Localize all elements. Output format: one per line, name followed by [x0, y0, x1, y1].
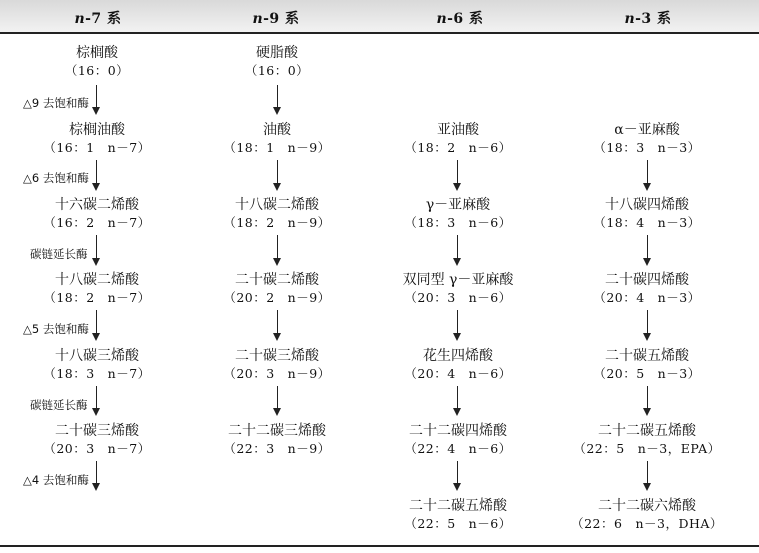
arrow-icon [92, 235, 102, 266]
compound-formula: （18：4 n－3） [593, 215, 701, 230]
compound-name: 二十二碳三烯酸 [228, 423, 326, 439]
compound-formula: （16：0） [244, 63, 310, 78]
compound-name: 油酸 [263, 122, 291, 138]
compound-name: 十八碳三烯酸 [55, 348, 139, 364]
compound-formula: （20：3 n－7） [43, 441, 151, 456]
compound-name: 二十碳三烯酸 [55, 423, 139, 439]
compound-node [552, 422, 742, 458]
compound-formula: （18：3 n－7） [43, 366, 151, 381]
compound-name: 棕榈油酸 [69, 122, 125, 138]
arrow-icon [92, 85, 102, 115]
arrow-icon [643, 235, 653, 266]
compound-name: 双同型 γ－亚麻酸 [402, 272, 514, 288]
compound-node [363, 196, 553, 232]
column-header-n9: n-9 系 [252, 11, 300, 27]
arrow-icon [92, 160, 102, 191]
compound-node [2, 422, 192, 458]
compound-name: 花生四烯酸 [423, 348, 493, 364]
compound-formula: （16：0） [64, 63, 130, 78]
compound-node [363, 347, 553, 383]
top-rule [0, 32, 759, 34]
compound-name: 二十碳二烯酸 [235, 272, 319, 288]
arrow-icon [92, 386, 102, 416]
compound-formula: （22：4 n－6） [404, 441, 512, 456]
compound-formula: （20：4 n－3） [593, 290, 701, 305]
enzyme-label: △6 去饱和酶 [23, 171, 89, 185]
compound-formula: （18：3 n－6） [404, 215, 512, 230]
arrow-icon [273, 386, 283, 416]
arrow-icon [273, 310, 283, 341]
compound-node [552, 347, 742, 383]
column-header-n3: n-3 系 [624, 11, 672, 27]
compound-name: 硬脂酸 [256, 45, 298, 61]
compound-name: 二十二碳六烯酸 [598, 498, 696, 514]
compound-name: 二十碳五烯酸 [605, 348, 689, 364]
compound-node [363, 271, 553, 307]
arrow-icon [453, 461, 463, 491]
compound-formula: （18：2 n－6） [404, 140, 512, 155]
compound-name: 十八碳二烯酸 [235, 197, 319, 213]
enzyme-label: △4 去饱和酶 [23, 473, 89, 487]
compound-node [2, 44, 192, 80]
compound-node [363, 422, 553, 458]
enzyme-label: △5 去饱和酶 [23, 322, 89, 336]
compound-node [2, 196, 192, 232]
compound-name: 二十二碳五烯酸 [598, 423, 696, 439]
column-header-n6: n-6 系 [436, 11, 484, 27]
column-header-n7: n-7 系 [74, 11, 122, 27]
arrow-icon [273, 160, 283, 191]
compound-name: 棕榈酸 [76, 45, 118, 61]
compound-formula: （20：3 n－6） [404, 290, 512, 305]
arrow-icon [643, 386, 653, 416]
compound-name: 十八碳四烯酸 [605, 197, 689, 213]
compound-formula: （22：3 n－9） [223, 441, 331, 456]
compound-formula: （22：6 n－3，DHA） [571, 516, 723, 531]
arrow-icon [453, 310, 463, 341]
enzyme-label: 碳链延长酶 [30, 398, 88, 412]
compound-node [552, 271, 742, 307]
compound-formula: （18：2 n－7） [43, 290, 151, 305]
compound-formula: （22：5 n－6） [404, 516, 512, 531]
compound-node [2, 271, 192, 307]
compound-node [182, 121, 372, 157]
compound-node [2, 121, 192, 157]
compound-node [182, 422, 372, 458]
compound-node [182, 44, 372, 80]
compound-node [182, 196, 372, 232]
compound-formula: （20：4 n－6） [404, 366, 512, 381]
arrow-icon [453, 386, 463, 416]
arrow-icon [273, 85, 283, 115]
compound-node [182, 271, 372, 307]
compound-name: γ－亚麻酸 [425, 197, 491, 213]
compound-formula: （18：3 n－3） [593, 140, 701, 155]
arrow-icon [273, 235, 283, 266]
arrow-icon [453, 160, 463, 191]
compound-formula: （18：1 n－9） [223, 140, 331, 155]
compound-name: 亚油酸 [437, 122, 479, 138]
compound-name: 十六碳二烯酸 [55, 197, 139, 213]
compound-name: 二十二碳四烯酸 [409, 423, 507, 439]
arrow-icon [453, 235, 463, 266]
compound-name: 二十二碳五烯酸 [409, 498, 507, 514]
enzyme-label: 碳链延长酶 [30, 247, 88, 261]
compound-formula: （22：5 n－3，EPA） [573, 441, 721, 456]
arrow-icon [643, 160, 653, 191]
compound-name: α－亚麻酸 [614, 122, 680, 138]
compound-name: 二十碳三烯酸 [235, 348, 319, 364]
compound-formula: （20：3 n－9） [223, 366, 331, 381]
compound-node [363, 497, 553, 533]
compound-node [2, 347, 192, 383]
compound-node [363, 121, 553, 157]
compound-formula: （16：1 n－7） [43, 140, 151, 155]
bottom-rule [0, 545, 759, 547]
compound-formula: （16：2 n－7） [43, 215, 151, 230]
enzyme-label: △9 去饱和酶 [23, 96, 89, 110]
compound-name: 十八碳二烯酸 [55, 272, 139, 288]
compound-formula: （18：2 n－9） [223, 215, 331, 230]
compound-node [552, 121, 742, 157]
compound-node [182, 347, 372, 383]
compound-node [552, 497, 742, 533]
arrow-icon [643, 310, 653, 341]
compound-formula: （20：5 n－3） [593, 366, 701, 381]
compound-formula: （20：2 n－9） [223, 290, 331, 305]
compound-name: 二十碳四烯酸 [605, 272, 689, 288]
compound-node [552, 196, 742, 232]
arrow-icon [92, 310, 102, 341]
arrow-icon [92, 461, 102, 491]
arrow-icon [643, 461, 653, 491]
